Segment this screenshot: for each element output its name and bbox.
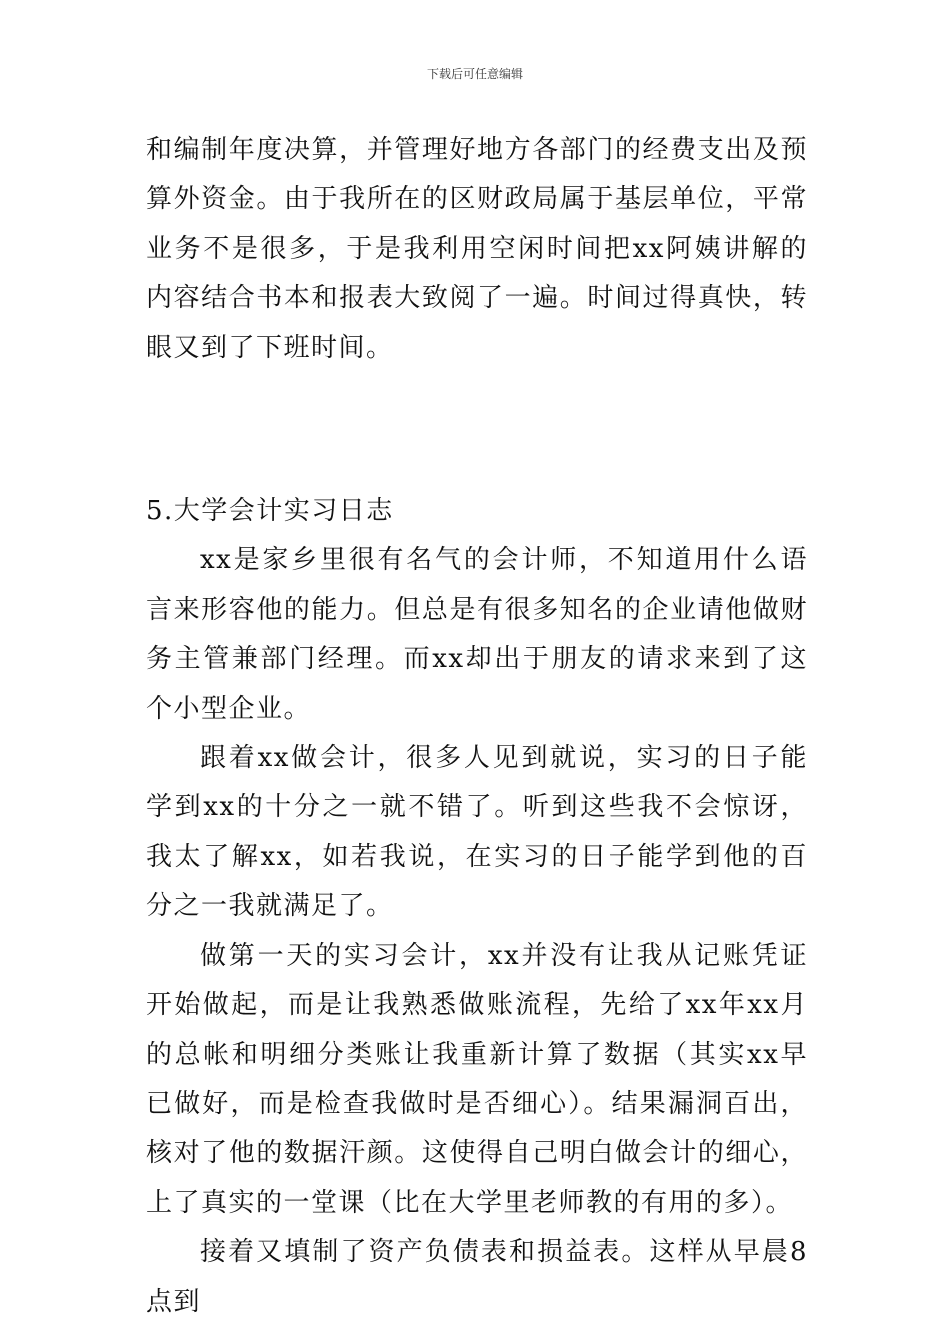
document-body bbox=[146, 126, 808, 1327]
continuation-paragraph: 和编制年度决算，并管理好地方各部门的经费支出及预算外资金。由于我所在的区财政局属于基层单位，平常业务不是很多，于是我利用空闲时间把xx阿姨讲解的内容结合书本和报表大致阅了一遍。时间过得真快，转眼又到了下班时间。 bbox=[146, 135, 808, 363]
body-paragraph-1: xx是家乡里很有名气的会计师，不知道用什么语言来形容他的能力。但总是有很多知名的企业请他做财务主管兼部门经理。而xx却出于朋友的请求来到了这个小型企业。 bbox=[146, 545, 808, 724]
body-paragraph-2: 跟着xx做会计，很多人见到就说，实习的日子能学到xx的十分之一就不错了。听到这些我不会惊讶，我太了解xx，如若我说，在实习的日子能学到他的百分之一我就满足了。 bbox=[146, 743, 808, 922]
header-note: 下载后可任意编辑 bbox=[426, 67, 523, 81]
body-paragraph-4: 接着又填制了资产负债表和损益表。这样从早晨8点到 bbox=[146, 1237, 808, 1317]
body-paragraph-3: 做第一天的实习会计，xx并没有让我从记账凭证开始做起，而是让我熟悉做账流程，先给了xx年xx月的总帐和明细分类账让我重新计算了数据（其实xx早已做好，而是检查我做时是否细心）。结果漏洞百出，核对了他的数据汗颜。这使得自己明白做会计的细心，上了真实的一堂课（比在大学里老师教的有用的多）。 bbox=[146, 940, 808, 1218]
section-heading: 5.大学会计实习日志 bbox=[146, 496, 394, 527]
